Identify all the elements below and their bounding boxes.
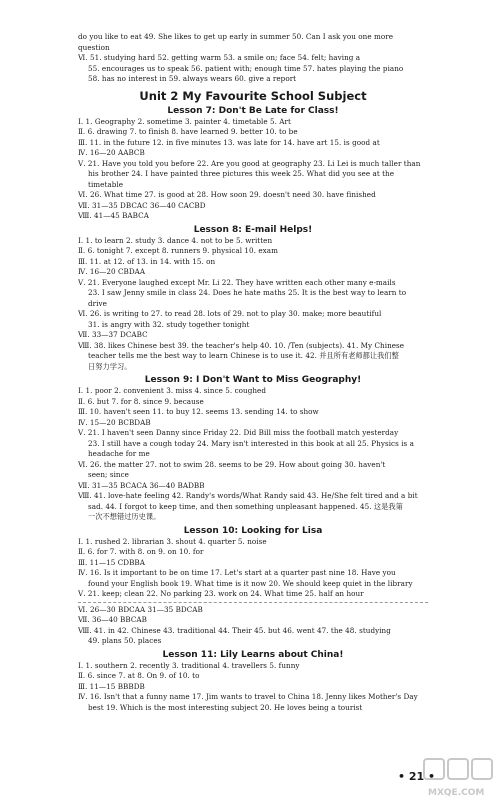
- text-line: Ⅲ. 10. haven't seen 11. to buy 12. seems 13. sending 14. to show: [78, 407, 319, 416]
- text-line: Ⅵ. 26. the matter 27. not to swim 28. seems to be 29. How about going 30. haven't: [78, 459, 386, 469]
- text-line: Ⅷ. 41. in 42. Chinese 43. traditional 44. Their 45. but 46. went 47. the 48. studying: [78, 625, 391, 635]
- text-line: headache for me: [88, 449, 150, 458]
- text-line: Ⅱ. 6. tonight 7. except 8. runners 9. physical 10. exam: [78, 246, 278, 255]
- text-line: Ⅷ. 38. likes Chinese best 39. the teacher's help 40. 10. /Ten (subjects). 41. My Chinese: [78, 340, 405, 350]
- divider: [78, 602, 428, 603]
- text-line: question: [78, 42, 110, 52]
- text-line: 55. encourages us to speak 56. patient with; enough time 57. hates playing the piano: [88, 63, 404, 73]
- text-line: Ⅵ. 51. studying hard 52. getting warm 53. a smile on; face 54. felt; having a: [78, 53, 361, 62]
- text-line: Ⅴ. 21. I haven't seen Danny since Friday 22. Did Bill miss the football match yesterday: [78, 428, 399, 437]
- text-line: Ⅴ. 21. keep; clean 22. No parking 23. work on 24. What time 25. half an hour: [78, 589, 364, 598]
- svg-text:MXQE.COM: MXQE.COM: [428, 788, 485, 798]
- answer-key-content: [78, 32, 428, 713]
- text-line: Ⅷ. 41. love-hate feeling 42. Randy's words/What Randy said 43. He/She felt tired and a bit: [78, 491, 418, 500]
- text-line: seen; since: [88, 470, 129, 479]
- text-line: do you like to eat 49. She likes to get up early in summer 50. Can I ask you one more: [78, 32, 394, 41]
- text-line: 49. plans 50. places: [88, 636, 162, 645]
- text-line: Ⅶ. 33—37 DCABC: [78, 330, 148, 339]
- text-line: teacher tells me the best way to learn Chinese is to use it. 42. 并且所有老师都让我们整: [88, 351, 399, 360]
- lesson-11-section: [78, 650, 428, 714]
- text-line: Ⅵ. 26. What time 27. is good at 28. How soon 29. doesn't need 30. have finished: [78, 190, 376, 199]
- text-line: Ⅷ. 41—45 BABCA: [78, 211, 149, 220]
- text-line: Ⅱ. 6. for 7. with 8. on 9. on 10. for: [78, 547, 204, 556]
- text-line: Ⅶ. 31—35 BCACA 36—40 BADBB: [78, 480, 205, 490]
- text-line: Ⅵ. 26. is writing to 27. to read 28. lots of 29. not to play 30. make; more beautiful: [78, 309, 382, 318]
- text-line: 31. is angry with 32. study together tonight: [88, 319, 250, 329]
- top-continuation: [78, 32, 428, 85]
- text-line: Ⅳ. 16—20 AABCB: [78, 148, 145, 157]
- text-line: 一次不想错过历史课。: [88, 512, 161, 521]
- text-line: Ⅲ. 11—15 CDBBA: [78, 557, 145, 567]
- text-line: Ⅰ. 1. Geography 2. sometime 3. painter 4. timetable 5. Art: [78, 116, 291, 126]
- text-line: Ⅳ. 16—20 CBDAA: [78, 267, 146, 276]
- text-line: Ⅰ. 1. to learn 2. study 3. dance 4. not to be 5. written: [78, 235, 273, 245]
- text-line: Ⅴ. 21. Have you told you before 22. Are you good at geography 23. Li Lei is much taller than: [78, 158, 421, 168]
- text-line: 日努力学习。: [88, 361, 132, 371]
- text-line: Ⅲ. 11. in the future 12. in five minutes 13. was late for 14. have art 15. is good at: [78, 137, 380, 147]
- text-line: Ⅱ. 6. since 7. at 8. On 9. of 10. to: [78, 671, 200, 680]
- lesson-10-section: [78, 526, 428, 647]
- text-line: Ⅲ. 11—15 BBBDB: [78, 681, 145, 691]
- text-line: Ⅱ. 6. but 7. for 8. since 9. because: [78, 396, 204, 406]
- text-line: found your English book 19. What time is it now 20. We should keep quiet in the library: [88, 578, 413, 588]
- lesson-title: Lesson 9: I Don't Want to Miss Geography!: [144, 375, 362, 385]
- text-line: Ⅱ. 6. drawing 7. to finish 8. have learned 9. better 10. to be: [78, 127, 298, 136]
- text-line: Ⅵ. 26—30 BDCAA 31—35 BDCAB: [78, 604, 203, 614]
- lesson-title: Lesson 11: Lily Learns about China!: [162, 649, 344, 660]
- lesson-title: Lesson 8: E-mail Helps!: [193, 224, 313, 235]
- lesson-9-section: [78, 375, 428, 523]
- lesson-title: Lesson 10: Looking for Lisa: [183, 525, 323, 536]
- lesson-8-section: [78, 225, 428, 373]
- text-line: Ⅶ. 31—35 DBCAC 36—40 CACBD: [78, 200, 206, 210]
- page-number: • 21 •: [398, 770, 436, 783]
- text-line: 58. has no interest in 59. always wears 60. give a report: [88, 74, 297, 83]
- text-line: 23. I still have a cough today 24. Mary isn't interested in this book at all 25. Physics is a: [88, 438, 414, 448]
- lesson-title: Lesson 7: Don't Be Late for Class!: [167, 105, 339, 116]
- text-line: Ⅰ. 1. poor 2. convenient 3. miss 4. since 5. coughed: [78, 386, 266, 395]
- text-line: drive: [88, 298, 107, 308]
- text-line: Ⅳ. 16. Isn't that a funny name 17. Jim wants to travel to China 18. Jenny likes Mother's Day: [78, 692, 418, 701]
- text-line: 23. I saw Jenny smile in class 24. Does he hate maths 25. It is the best way to learn to: [88, 288, 407, 297]
- watermark-logo: [420, 755, 498, 799]
- text-line: best 19. Which is the most interesting subject 20. He loves being a tourist: [88, 702, 363, 712]
- text-line: timetable: [88, 179, 124, 189]
- text-line: Ⅲ. 11. at 12. of 13. in 14. with 15. on: [78, 256, 216, 266]
- text-line: his brother 24. I have painted three pictures this week 25. What did you see at the: [88, 169, 395, 178]
- text-line: Ⅰ. 1. rushed 2. librarian 3. shout 4. quarter 5. noise: [78, 536, 267, 546]
- text-line: Ⅶ. 36—40 BBCAB: [78, 615, 147, 624]
- text-line: Ⅳ. 15—20 BCBDAB: [78, 417, 151, 427]
- lesson-7-section: [78, 106, 428, 222]
- text-line: Ⅴ. 21. Everyone laughed except Mr. Li 22. They have written each other many e-mails: [78, 277, 396, 287]
- text-line: Ⅳ. 16. Is it important to be on time 17. Let's start at a quarter past nine 18. Have you: [78, 568, 396, 577]
- text-line: Ⅰ. 1. southern 2. recently 3. traditional 4. travellers 5. funny: [78, 660, 300, 670]
- unit-title: Unit 2 My Favourite School Subject: [139, 88, 367, 103]
- text-line: sad. 44. I forgot to keep time, and then something unpleasant happened. 45. 这是我第: [88, 501, 403, 511]
